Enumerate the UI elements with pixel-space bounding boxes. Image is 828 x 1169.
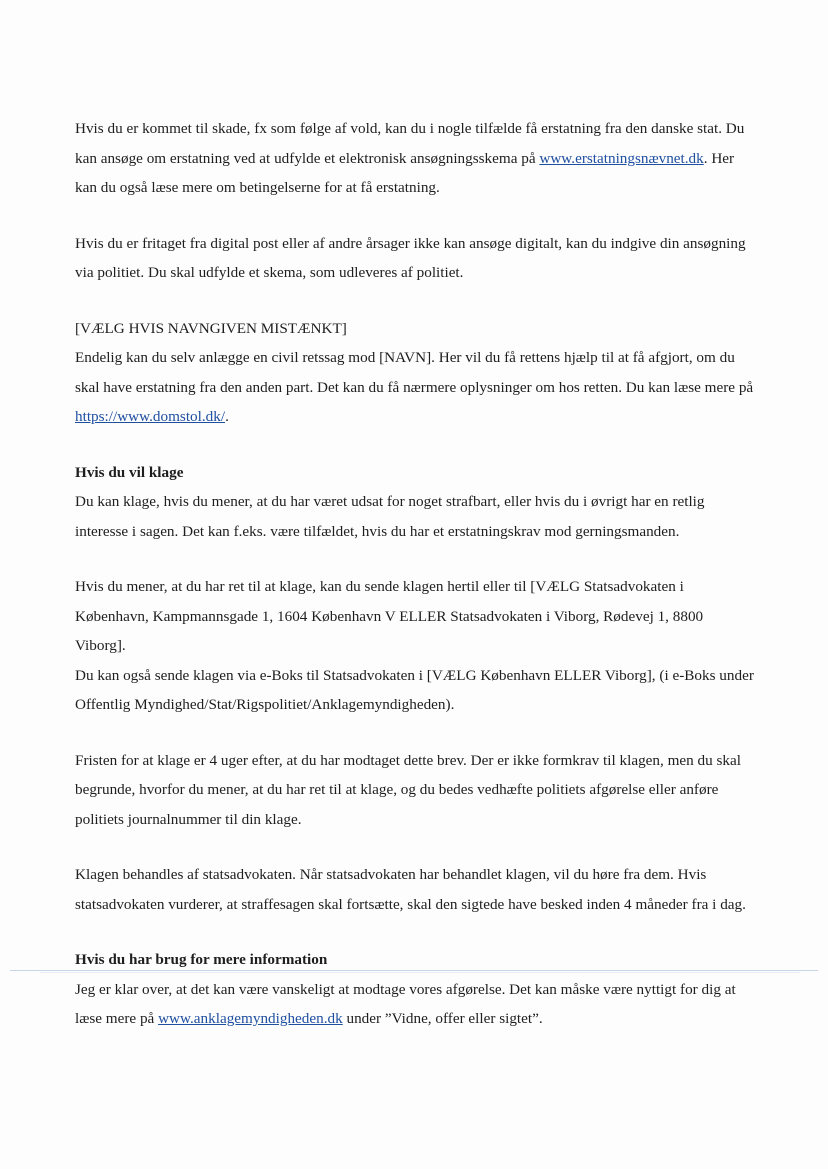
info-text: Jeg er klar over, at det kan være vanskeligt at modtage vores afgørelse. Det kan måske være nyttigt for dig at læse mere på bbox=[75, 980, 736, 1027]
erstatningsnaevnet-link[interactable]: www.erstatningsnævnet.dk bbox=[539, 149, 704, 167]
scan-artifact-line bbox=[10, 970, 818, 971]
domstol-link[interactable]: https://www.domstol.dk/ bbox=[75, 408, 226, 425]
compensation-paragraph bbox=[75, 114, 755, 203]
complaint-heading: Hvis du vil klage bbox=[75, 463, 184, 481]
info-text-end: under ”Vidne, offer eller sigtet”. bbox=[342, 1010, 543, 1027]
complaint-paragraph-3: Du kan også sende klagen via e-Boks til Statsadvokaten i [VÆLG København ELLER Viborg], (i e-Boks under Offentlig Myndighed/Stat/Rigspolitiet/Anklagemyndigheden). bbox=[75, 666, 754, 713]
complaint-paragraph-1: Du kan klage, hvis du mener, at du har været udsat for noget strafbart, eller hvis du i øvrigt har en retlig interesse i sagen. Det kan f.eks. være tilfældet, hvis du har et erstatningskrav mod gerningsmanden. bbox=[75, 493, 705, 540]
processing-paragraph: Klagen behandles af statsadvokaten. Når statsadvokaten har behandlet klagen, vil du høre fra dem. Hvis statsadvokaten vurderer, at straffesagen skal fortsætte, skal den sigtede have besked inden 4 måneder fra i dag. bbox=[75, 866, 746, 913]
info-paragraph bbox=[75, 975, 755, 1034]
complaint-paragraph-2: Hvis du mener, at du har ret til at klage, kan du sende klagen hertil eller til [VÆLG Statsadvokaten i København, Kampmannsgade 1, 1604 København V ELLER Statsadvokaten i Viborg, Rødevej 1, 8800 Viborg]. bbox=[75, 578, 704, 654]
digital-exemption-paragraph: Hvis du er fritaget fra digital post eller af andre årsager ikke kan ansøge digitalt, kan du indgive din ansøgning via politiet. Du skal udfylde et skema, som udleveres af politiet. bbox=[75, 234, 746, 281]
anklagemyndigheden-link[interactable]: www.anklagemyndigheden.dk bbox=[158, 1010, 343, 1027]
civil-case-paragraph bbox=[75, 343, 755, 432]
deadline-paragraph: Fristen for at klage er 4 uger efter, at du har modtaget dette brev. Der er ikke formkrav til klagen, men du skal begrunde, hvorfor du mener, at du har ret til at klage, og du bedes vedhæfte politiets afgørelse eller anføre politiets journalnummer til din klage. bbox=[75, 751, 741, 828]
compensation-text: Hvis du er kommet til skade, fx som følge af vold, kan du i nogle tilfælde få erstatning fra den danske stat. Du kan ansøge om erstatning ved at udfylde et elektronisk ansøgningsskema på bbox=[75, 120, 745, 167]
document-body bbox=[75, 114, 755, 1034]
civil-case-text: Endelig kan du selv anlægge en civil retssag mod [NAVN]. Her vil du få rettens hjælp til at få afgjort, om du skal have erstatning fra den anden part. Det kan du få nærmere oplysninger om hos retten. Du kan læse mere på bbox=[75, 349, 754, 396]
civil-case-tag: [VÆLG HVIS NAVNGIVEN MISTÆNKT] bbox=[75, 319, 347, 337]
civil-case-text-end: . bbox=[225, 408, 229, 425]
info-heading: Hvis du har brug for mere information bbox=[75, 951, 328, 968]
compensation-text-end: . Her kan du også læse mere om betingelserne for at få erstatning. bbox=[75, 149, 735, 196]
scan-artifact-line-faint bbox=[40, 972, 800, 973]
